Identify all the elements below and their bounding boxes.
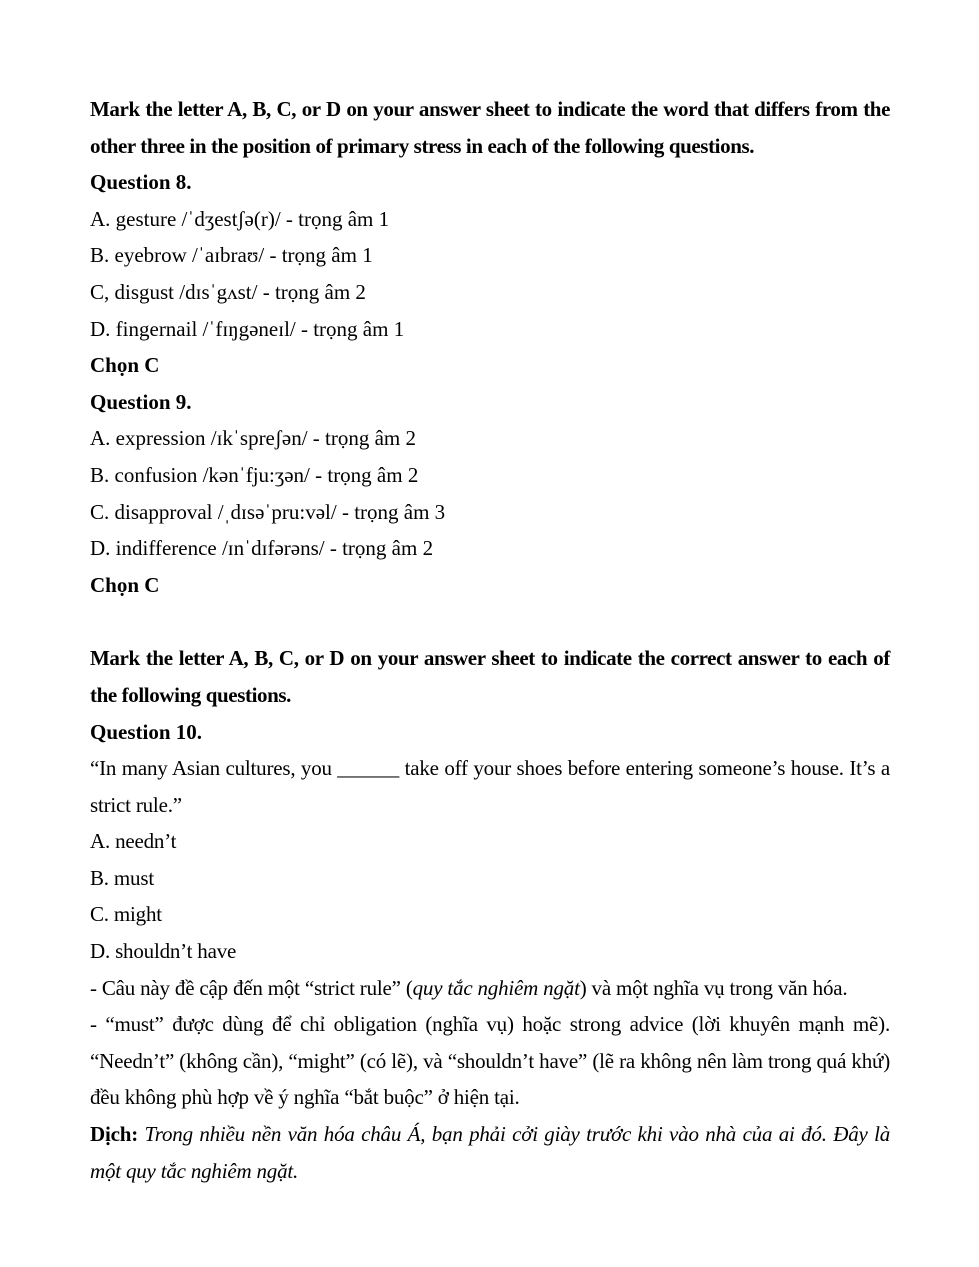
q8-option-c: C, disgust /dɪsˈgʌst/ - trọng âm 2 (90, 279, 366, 304)
q8-option-d: D. fingernail /ˈfɪŋgəneɪl/ - trọng âm 1 (90, 316, 405, 341)
q9-option-b: B. confusion /kənˈfju:ʒən/ - trọng âm 2 (90, 462, 419, 487)
question8-label: Question 8. (90, 170, 192, 195)
explanation-1-prefix: - Câu này đề cập đến một “strict rule” ( (90, 975, 413, 1000)
q10-question-text: “In many Asian cultures, you ______ take off your shoes before entering someone’s house. It’s a strict rule.” (90, 756, 890, 817)
translation-text: Trong nhiều nền văn hóa châu Á, bạn phải cởi giày trước khi vào nhà của ai đó. Đây là một quy tắc nghiêm ngặt. (90, 1122, 890, 1183)
q9-option-d: D. indifference /ɪnˈdɪfərəns/ - trọng âm 2 (90, 536, 434, 561)
q10-explanation-1 (90, 970, 890, 1007)
q10-explanation-2: - “must” được dùng để chỉ obligation (nghĩa vụ) hoặc strong advice (lời khuyên mạnh mẽ). “Needn’t” (không cần), “might” (có lẽ), và “shouldn’t have” (lẽ ra không nên làm trong quá khứ) đều không phù hợp về ý nghĩa “bắt buộc” ở hiện tại. (90, 1012, 890, 1110)
q9-option-c: C. disapproval /ˌdɪsəˈpru:vəl/ - trọng âm 3 (90, 499, 446, 524)
q8-option-b: B. eyebrow /ˈaɪbraʊ/ - trọng âm 1 (90, 243, 373, 268)
q9-answer: Chọn C (90, 572, 160, 597)
question9-label: Question 9. (90, 389, 192, 414)
q9-option-a: A. expression /ɪkˈspreʃən/ - trọng âm 2 (90, 426, 417, 451)
section2-instruction: Mark the letter A, B, C, or D on your answer sheet to indicate the correct answer to each of the following questions. (90, 646, 890, 707)
q8-answer: Chọn C (90, 353, 160, 378)
q10-translation (90, 1116, 890, 1189)
q10-option-b: B. must (90, 865, 154, 890)
question10-label: Question 10. (90, 719, 203, 744)
q10-option-d: D. shouldn’t have (90, 939, 237, 964)
q10-option-c: C. might (90, 902, 162, 927)
explanation-1-italic: quy tắc nghiêm ngặt (412, 975, 580, 1000)
q10-option-a: A. needn’t (90, 829, 177, 854)
explanation-1-suffix: ) và một nghĩa vụ trong văn hóa. (579, 975, 848, 1000)
section1-instruction: Mark the letter A, B, C, or D on your answer sheet to indicate the word that differs from the other three in the position of primary stress in each of the following questions. (90, 97, 890, 158)
q8-option-a: A. gesture /ˈdʒestʃə(r)/ - trọng âm 1 (90, 206, 390, 231)
translation-label: Dịch: (90, 1122, 138, 1147)
